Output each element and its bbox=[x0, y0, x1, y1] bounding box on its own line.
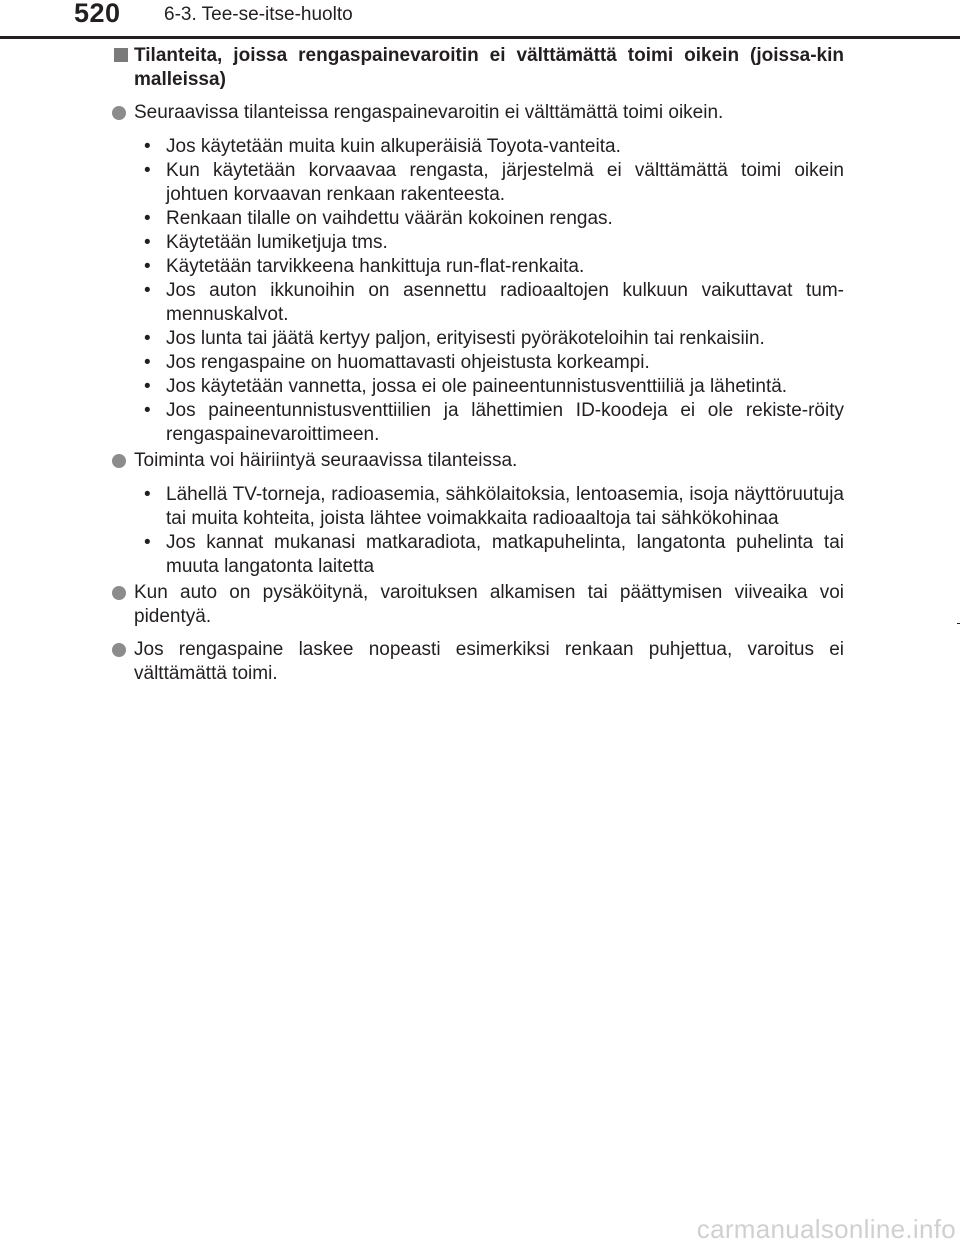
page-number: 520 bbox=[74, 0, 121, 28]
circle-bullet-icon bbox=[112, 106, 126, 120]
header-rule bbox=[0, 36, 960, 39]
sub-list-item: • Jos käytetään vannetta, jossa ei ole paineentunnistusventtiiliä ja lähetintä. bbox=[144, 376, 788, 397]
circle-bullet-icon bbox=[112, 643, 126, 657]
bullet-glyph: • bbox=[144, 208, 151, 229]
sub-list-item: • Jos rengaspaine on huomattavasti ohjeistusta korkeampi. bbox=[144, 352, 650, 373]
bullet-glyph: • bbox=[144, 160, 151, 181]
sub-list-item: • Kun käytetään korvaavaa rengasta, järjestelmä ei välttämättä toimi oikein johtuen korvaavan renkaan rakenteesta. bbox=[144, 160, 844, 205]
item-text: Seuraavissa tilanteissa rengaspainevaroitin ei välttämättä toimi oikein. bbox=[134, 102, 724, 123]
bullet-glyph: • bbox=[144, 280, 151, 301]
sub-list-item: • Jos lunta tai jäätä kertyy paljon, erityisesti pyöräkoteloihin tai renkaisiin. bbox=[144, 328, 765, 349]
sub-list-item: • Renkaan tilalle on vaihdettu väärän kokoinen rengas. bbox=[144, 208, 613, 229]
section-title: 6-3. Tee-se-itse-huolto bbox=[164, 4, 353, 25]
sub-list-item: • Lähellä TV-torneja, radioasemia, sähkölaitoksia, lentoasemia, isoja näyttöruutuja tai muita kohteita, joista lähtee voimakkaita radioaaltoja tai sähkökohinaa bbox=[144, 484, 844, 529]
sub-list-item: • Käytetään tarvikkeena hankittuja run-flat-renkaita. bbox=[144, 256, 585, 277]
item-text: Toiminta voi häiriintyä seuraavissa tilanteissa. bbox=[134, 450, 518, 471]
square-bullet-icon bbox=[114, 48, 128, 62]
circle-bullet-icon bbox=[112, 586, 126, 600]
bullet-glyph: • bbox=[144, 232, 151, 253]
sub-list bbox=[110, 135, 844, 447]
bullet-glyph: • bbox=[144, 400, 151, 421]
sub-list-item: • Käytetään lumiketjuja tms. bbox=[144, 232, 388, 253]
sub-list-item: • Jos käytetään muita kuin alkuperäisiä Toyota-vanteita. bbox=[144, 136, 621, 157]
bullet-glyph: • bbox=[144, 136, 151, 157]
item-text: Kun auto on pysäköitynä, varoituksen alkamisen tai päättymisen viiveaika voi pidentyä. bbox=[134, 582, 844, 627]
circle-bullet-icon bbox=[112, 454, 126, 468]
sub-list-item: • Jos kannat mukanasi matkaradiota, matkapuhelinta, langatonta puhelinta tai muuta langatonta laitetta bbox=[144, 532, 844, 577]
bullet-glyph: • bbox=[144, 352, 151, 373]
section-heading bbox=[110, 44, 844, 92]
sub-list-item: • Jos paineentunnistusventtiilien ja lähettimien ID-koodeja ei ole rekiste-röity rengaspainevaroittimeen. bbox=[144, 400, 844, 445]
sub-list bbox=[110, 483, 844, 579]
bullet-glyph: • bbox=[144, 328, 151, 349]
sub-list-item: • Jos auton ikkunoihin on asennettu radioaaltojen kulkuun vaikuttavat tum-mennuskalvot. bbox=[144, 280, 844, 325]
bullet-glyph: • bbox=[144, 256, 151, 277]
list-item bbox=[110, 449, 844, 473]
item-text: Jos rengaspaine laskee nopeasti esimerkiksi renkaan puhjettua, varoitus ei välttämättä toimi. bbox=[134, 639, 844, 684]
section-heading-text: Tilanteita, joissa rengaspainevaroitin ei välttämättä toimi oikein (joissa-kin malleissa) bbox=[134, 45, 844, 90]
list-item bbox=[110, 638, 844, 686]
list-item bbox=[110, 581, 844, 629]
bullet-glyph: • bbox=[144, 484, 151, 505]
bullet-glyph: • bbox=[144, 376, 151, 397]
list-item bbox=[110, 101, 844, 125]
watermark: carmanualsonline.info bbox=[696, 1214, 956, 1244]
content bbox=[110, 44, 844, 686]
bullet-glyph: • bbox=[144, 532, 151, 553]
